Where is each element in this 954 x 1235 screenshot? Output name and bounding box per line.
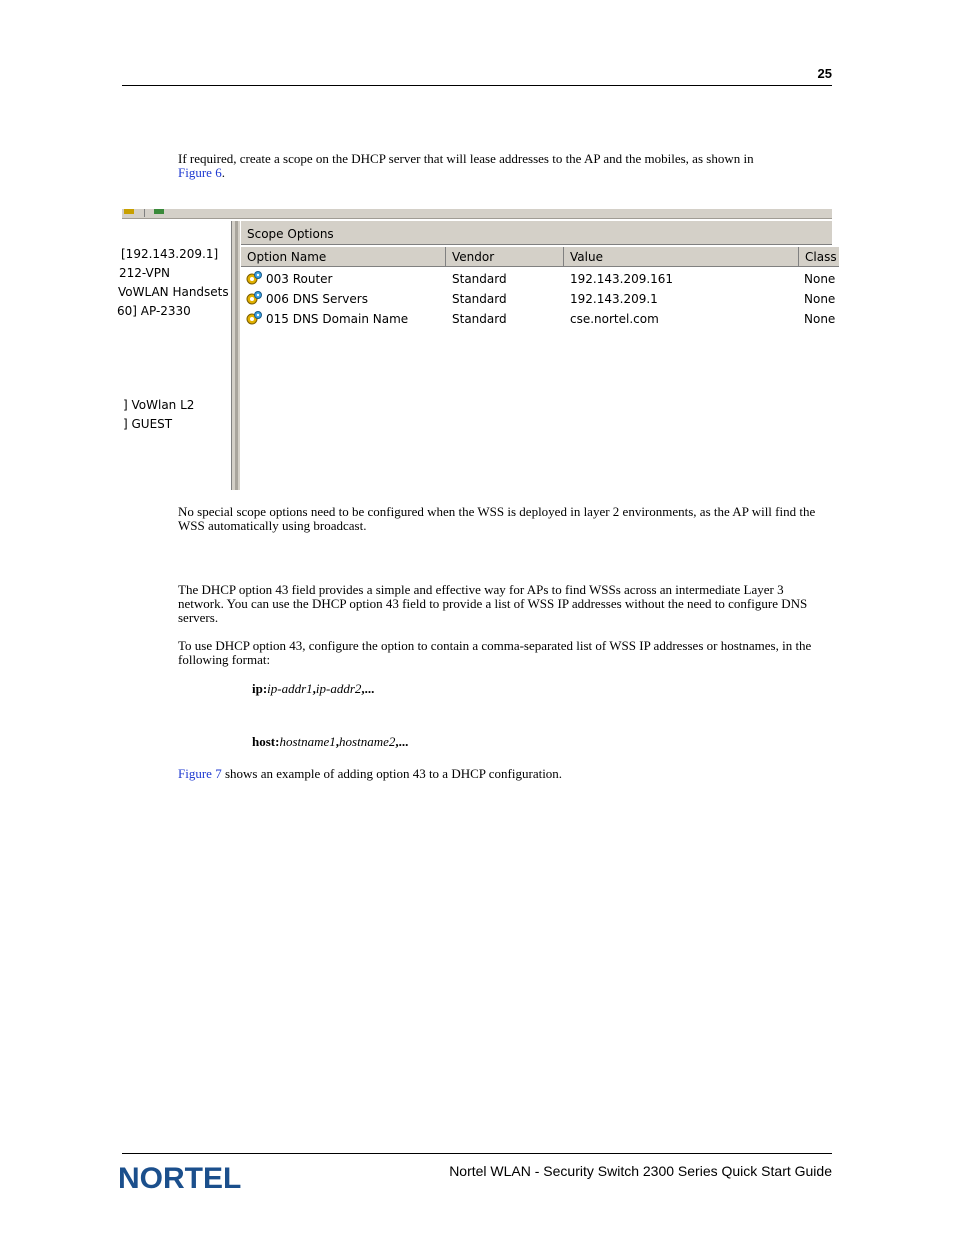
vendor-cell: Standard [452,292,507,306]
guide-title: Nortel WLAN - Security Switch 2300 Series Quick Start Guide [449,1163,832,1179]
toolbar-separator [144,209,145,217]
option-name-cell: 003 Router [266,272,333,286]
table-row[interactable] [241,289,836,309]
value-cell: 192.143.209.161 [570,272,674,286]
tree-item[interactable]: VoWLAN Handsets [118,285,229,299]
console-tree [117,223,230,490]
class-cell: None [804,272,836,286]
tree-item[interactable]: ] VoWlan L2 [123,398,195,412]
page-number: 25 [817,66,832,81]
option-gear-icon [245,270,263,286]
class-cell: None [804,292,836,306]
tree-item[interactable]: 60] AP-2330 [117,304,191,318]
intro-text: If required, create a scope on the DHCP server that will lease addresses to the AP and the mobiles, as shown in [178,151,754,166]
footer-rule [122,1153,832,1154]
figure7-paragraph [178,767,830,781]
table-row[interactable] [241,309,836,329]
syntax-sep: , [312,681,316,696]
vendor-cell: Standard [452,272,507,286]
header-rule [122,85,832,86]
toolbar-icon[interactable] [124,209,132,214]
figure-7-link[interactable]: Figure 7 [178,766,222,781]
tree-item[interactable]: 212-VPN [119,266,170,280]
syntax-keyword: ip: [252,681,268,696]
syntax-arg: ip-addr2 [315,681,362,696]
mmc-toolbar [122,209,832,219]
option-gear-icon [245,310,263,326]
option-name-cell: 015 DNS Domain Name [266,312,409,326]
scope-options-header [241,221,832,245]
syntax-ellipsis: ,... [395,734,409,749]
syntax-keyword: host: [252,734,280,749]
table-row[interactable] [241,269,836,289]
vendor-cell: Standard [452,312,507,326]
ip-format-syntax [252,681,374,697]
intro-paragraph [178,152,830,180]
host-format-syntax [252,734,408,750]
figure-6-link[interactable]: Figure 6 [178,165,222,180]
class-cell: None [804,312,836,326]
panel-title: Scope Options [247,227,334,241]
details-pane [241,221,837,490]
syntax-arg: ip-addr1 [267,681,313,696]
column-header-vendor[interactable]: Vendor [446,247,564,267]
value-cell: 192.143.209.1 [570,292,658,306]
syntax-arg: hostname2 [339,734,396,749]
option-gear-icon [245,290,263,306]
layer2-paragraph: No special scope options need to be configured when the WSS is deployed in layer 2 environments, as the AP will find the WSS automatically using broadcast. [178,504,816,533]
column-header-value[interactable]: Value [564,247,799,267]
column-header-option-name[interactable]: Option Name [241,247,446,267]
toolbar-icon[interactable] [154,209,162,214]
pane-splitter[interactable] [231,221,241,490]
figure7-text: shows an example of adding option 43 to a DHCP configuration. [221,766,563,781]
option-name-cell: 006 DNS Servers [266,292,368,306]
tree-item[interactable]: [192.143.209.1] [121,247,219,261]
syntax-arg: hostname1 [279,734,336,749]
intro-end: . [221,165,225,180]
dhcp-scope-options-screenshot [117,209,837,490]
syntax-ellipsis: ,... [361,681,375,696]
column-header-class[interactable]: Class [799,247,839,267]
value-cell: cse.nortel.com [570,312,659,326]
syntax-sep: , [335,734,340,749]
logo-text: NORTEL [118,1162,242,1195]
tree-item[interactable]: ] GUEST [123,417,173,431]
option43-paragraph: The DHCP option 43 field provides a simple and effective way for APs to find WSSs across an intermediate Layer 3 network. You can use the DHCP option 43 field to provide a list of WSS IP addresses without the need to configure DNS servers. [178,582,808,625]
format-paragraph: To use DHCP option 43, configure the option to contain a comma-separated list of WSS IP addresses or hostnames, in the following format: [178,638,812,667]
